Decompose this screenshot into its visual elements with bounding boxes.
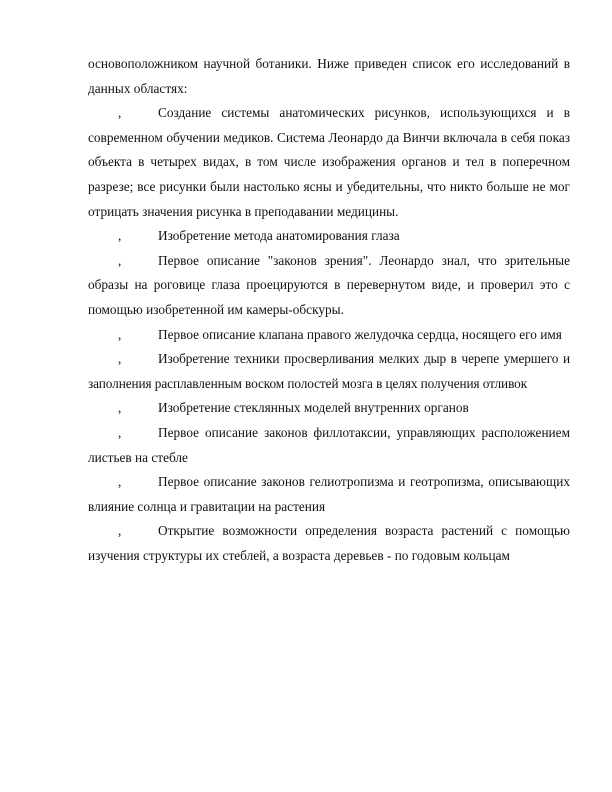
bullet-marker: , bbox=[118, 474, 122, 490]
list-item-plant-age bbox=[88, 519, 570, 568]
bullet-marker: , bbox=[118, 351, 122, 367]
list-item-skull-wax-casts bbox=[88, 347, 570, 396]
intro-paragraph: основоположником научной ботаники. Ниже приведен список его исследований в данных областях: bbox=[88, 56, 570, 96]
list-item-text: Изобретение метода анатомирования глаза bbox=[158, 228, 400, 244]
bullet-marker: , bbox=[118, 400, 122, 416]
list-item-text: Первое описание "законов зрения". Леонардо знал, что зрительные образы на роговице глаза проецируются в перевернутом виде, и проверил это с помощью изобретенной им камеры-обскуры. bbox=[88, 252, 570, 317]
list-item-text: Первое описание клапана правого желудочка сердца, носящего его имя bbox=[158, 326, 562, 342]
list-item-text: Изобретение стеклянных моделей внутренних органов bbox=[158, 400, 469, 416]
list-item-text: Создание системы анатомических рисунков, использующихся и в современном обучении медиков. Система Леонардо да Винчи включала в себя показ объекта в четырех видах, в том числе изображения органов и тел в поперечном разрезе; все рисунки были настолько ясны и убедительны, что никто больше не мог отрицать значения рисунка в преподавании медицины. bbox=[88, 105, 570, 219]
bullet-marker: , bbox=[118, 228, 122, 244]
list-item-glass-models bbox=[88, 396, 570, 421]
list-item-heliotropism bbox=[88, 470, 570, 519]
list-item-heart-valve bbox=[88, 323, 570, 348]
bullet-marker: , bbox=[118, 105, 122, 121]
list-item-anatomical-drawings bbox=[88, 101, 570, 224]
bullet-marker: , bbox=[118, 326, 122, 342]
list-item-text: Изобретение техники просверливания мелких дыр в черепе умершего и заполнения расплавленным воском полостей мозга в целях получения отливок bbox=[88, 351, 570, 391]
list-item-eye-dissection bbox=[88, 224, 570, 249]
list-item-laws-of-vision bbox=[88, 249, 570, 323]
list-item-text: Открытие возможности определения возраста растений с помощью изучения структуры их стеблей, а возраста деревьев - по годовым кольцам bbox=[88, 523, 570, 563]
bullet-marker: , bbox=[118, 252, 122, 268]
bullet-marker: , bbox=[118, 523, 122, 539]
document-page bbox=[88, 52, 570, 568]
list-item-phyllotaxis bbox=[88, 421, 570, 470]
list-item-text: Первое описание законов филлотаксии, управляющих расположением листьев на стебле bbox=[88, 424, 570, 465]
list-item-text: Первое описание законов гелиотропизма и геотропизма, описывающих влияние солнца и гравитации на растения bbox=[88, 474, 570, 514]
bullet-marker: , bbox=[118, 424, 122, 440]
